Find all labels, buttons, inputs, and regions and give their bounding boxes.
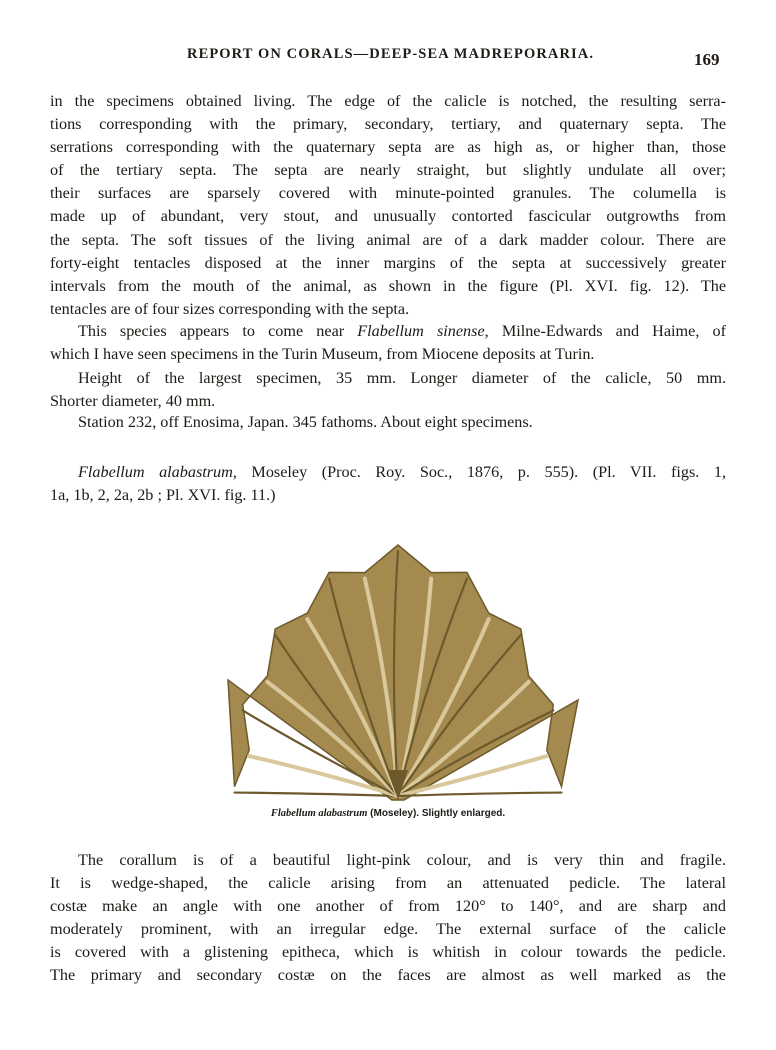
text-line: is covered with a glistening epitheca, which is whitish in colour towards the pedicle. [50, 943, 726, 962]
coral-septum [235, 793, 398, 796]
text-line: made up of abundant, very stout, and unusually contorted fascicular outgrowths from [50, 207, 726, 226]
text-line: in the specimens obtained living. The edge of the calicle is notched, the resulting serra- [50, 92, 726, 110]
text-line: 1a, 1b, 2, 2a, 2b ; Pl. XVI. fig. 11.) [50, 486, 276, 505]
text-line: This species appears to come near Flabellum sinense, Milne-Edwards and Haime, of [78, 322, 726, 340]
page-number: 169 [694, 50, 720, 69]
text-line: Height of the largest specimen, 35 mm. Longer diameter of the calicle, 50 mm. [78, 369, 726, 387]
species-heading [50, 461, 726, 507]
paragraph-dimensions [50, 367, 726, 413]
flabellum-coral-drawing [208, 512, 584, 802]
paragraph-station [50, 411, 726, 434]
text-line: moderately prominent, with an irregular edge. The external surface of the calicle [50, 920, 726, 939]
paragraph-calicle-description [50, 90, 726, 321]
text-line: tentacles are of four sizes corresponding with the septa. [50, 299, 410, 318]
text-line: forty-eight tentacles disposed at the inner margins of the septa at successively greater [50, 253, 726, 272]
figure-caption [0, 808, 776, 819]
text-line: which I have seen specimens in the Turin Museum, from Miocene deposits at Turin. [50, 345, 595, 364]
text-line: The corallum is of a beautiful light-pink colour, and is very thin and fragile. [78, 851, 726, 869]
text-line: of the tertiary septa. The septa are nearly straight, but slightly undulate all over; [50, 161, 726, 180]
text-line: The primary and secondary costæ on the faces are almost as well marked as the [50, 966, 726, 985]
text-line: their surfaces are sparsely covered with minute-pointed granules. The columella is [50, 184, 726, 203]
page-header [0, 46, 776, 70]
text-line: serrations corresponding with the quaternary septa are as high as, or higher than, those [50, 138, 726, 157]
text-line: It is wedge-shaped, the calicle arising from an attenuated pedicle. The lateral [50, 874, 726, 893]
text-line: Shorter diameter, 40 mm. [50, 392, 216, 411]
coral-illustration [208, 512, 584, 802]
caption-text: (Moseley). Slightly enlarged. [367, 808, 506, 819]
species-name: Flabellum alabastrum [78, 463, 233, 481]
species-name: Flabellum sinense [357, 322, 485, 340]
text-line: intervals from the mouth of the animal, as shown in the figure (Pl. XVI. fig. 12). The [50, 276, 726, 295]
text-line: the septa. The soft tissues of the living animal are of a dark madder colour. There are [50, 230, 726, 249]
text-line: Flabellum alabastrum, Moseley (Proc. Roy. Soc., 1876, p. 555). (Pl. VII. figs. 1, [78, 463, 727, 481]
coral-septum [398, 793, 561, 796]
running-head: REPORT ON CORALS—DEEP-SEA MADREPORARIA. [187, 46, 595, 62]
paragraph-corallum [50, 849, 726, 988]
paragraph-affinity [50, 320, 726, 366]
text-line: tions corresponding with the primary, secondary, tertiary, and quaternary septa. The [50, 115, 726, 134]
caption-species: Flabellum alabastrum [270, 808, 368, 819]
text-line: costæ make an angle with one another of from 120° to 140°, and are sharp and [50, 897, 726, 916]
text-line: Station 232, off Enosima, Japan. 345 fathoms. About eight specimens. [78, 413, 533, 431]
